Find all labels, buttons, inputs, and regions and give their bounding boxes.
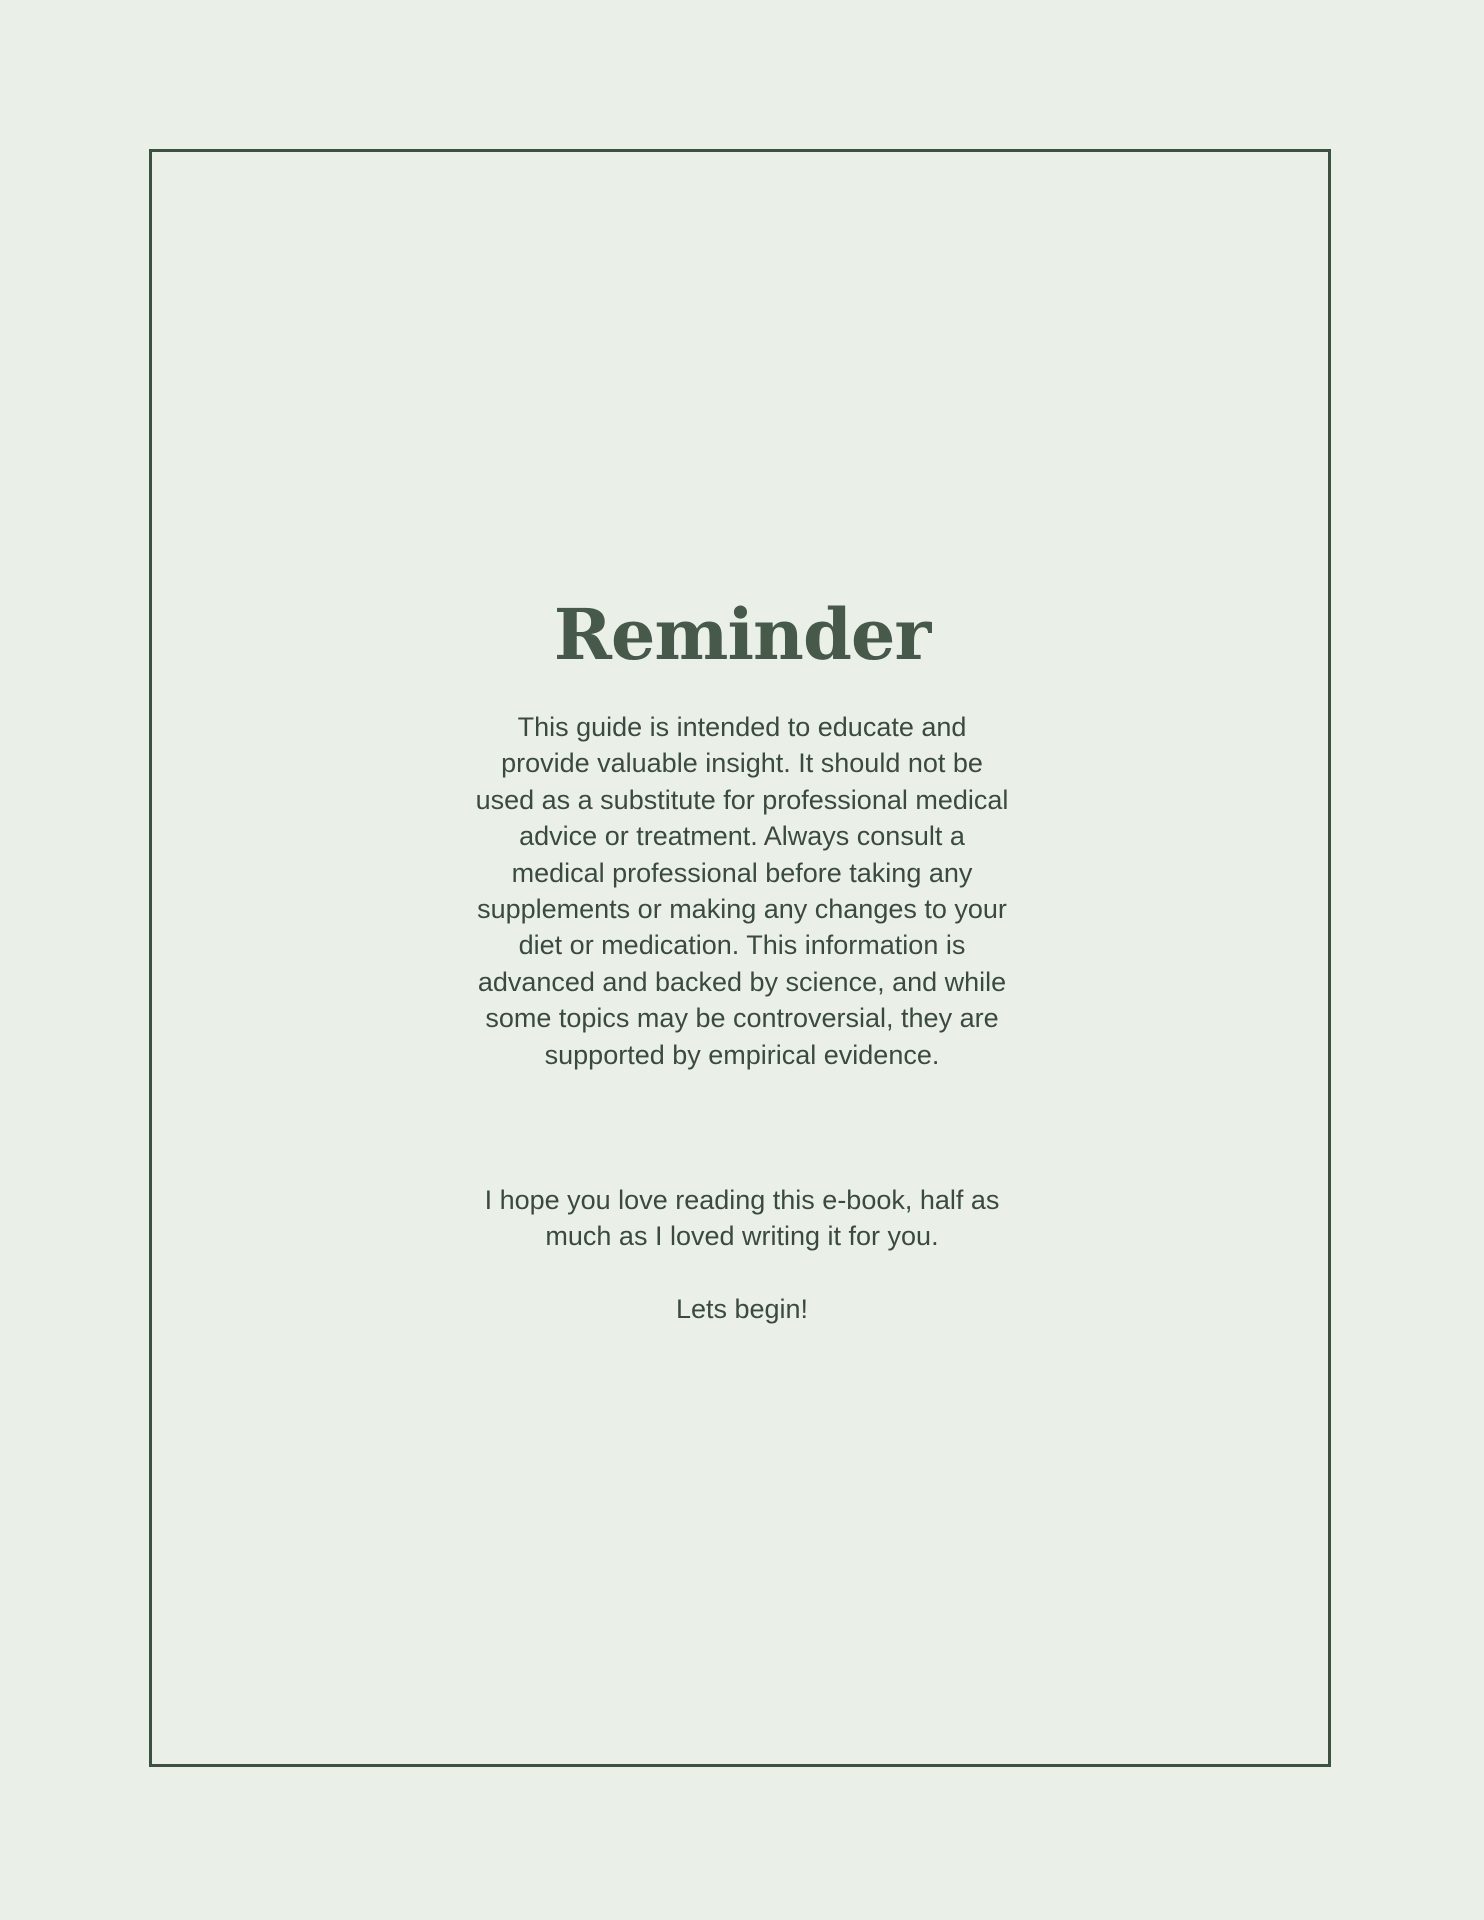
sign-off-text: Lets begin! (675, 1294, 809, 1324)
page-title: Reminder (553, 593, 931, 676)
closing-paragraph: I hope you love reading this e-book, half as much as I loved writing it for you. (484, 1185, 1000, 1252)
disclaimer-paragraph: This guide is intended to educate and provide valuable insight. It should not be used as a substitute for professional medical advice or treatment. Always consult a medical professional before taking any supplements or making any changes to your diet or medication. This information is advanced and backed by science, and while some topics may be controversial, they are supported by empirical evidence. (475, 712, 1009, 1070)
